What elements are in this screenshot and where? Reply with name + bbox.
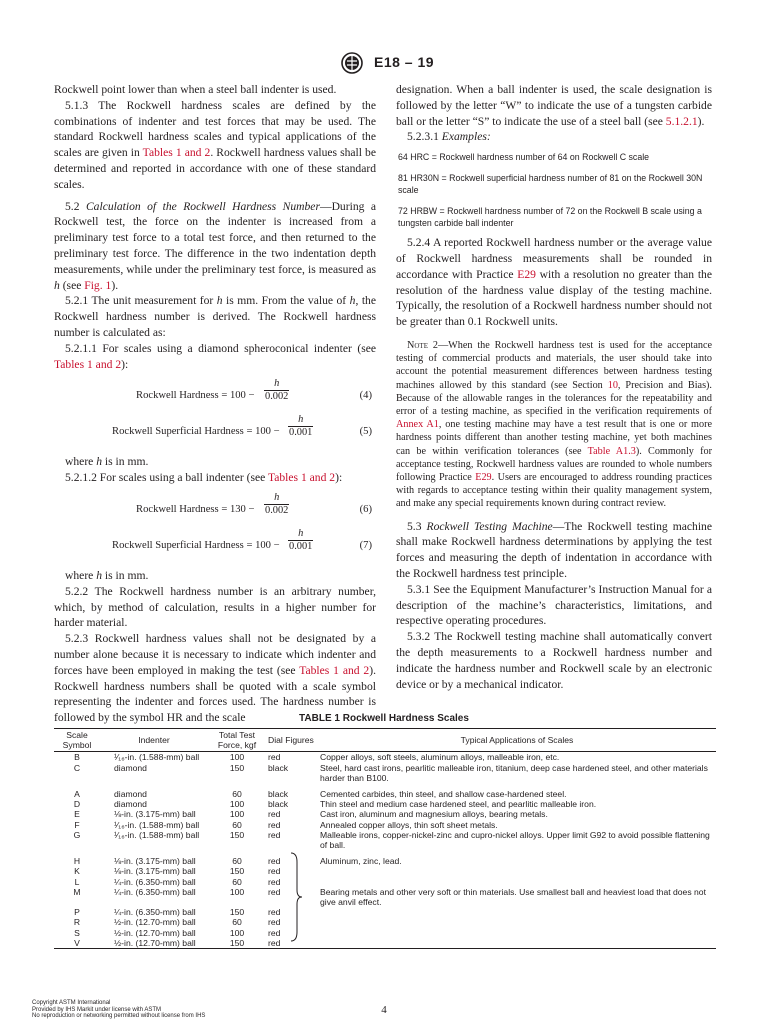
cell-indenter: ½-in. (12.70-mm) ball [100, 938, 208, 949]
cell-scale-symbol: H [73, 856, 81, 867]
cell-applications: Thin steel and medium case hardened steel, and pearlitic malleable iron. [320, 799, 597, 810]
example-hrc: 64 HRC = Rockwell hardness number of 64 on Rockwell C scale [398, 152, 650, 163]
paragraph-5-2-1: 5.2.1 The unit measurement for h is mm. From the value of h, the Rockwell hardness number is derived. The Rockwell hardness number is calculated as: [54, 294, 376, 339]
cell-dial-figures: red [268, 927, 281, 938]
cell-indenter: ½-in. (12.70-mm) ball [114, 917, 196, 928]
table-row [54, 917, 716, 927]
cell-scale-symbol: E [74, 809, 80, 820]
paragraph-5-2-3-1: 5.2.3.1 Examples: [407, 130, 491, 144]
link-tables-1-2[interactable]: Tables 1 and 2 [54, 357, 122, 371]
table-row [54, 887, 716, 907]
cell-total-force: 100 [229, 809, 245, 820]
cell-dial-figures: red [268, 809, 281, 820]
paragraph-5-2-1-1: 5.2.1.1 For scales using a diamond spheroconical indenter (see Tables 1 and 2): [54, 341, 376, 371]
table-row [54, 938, 716, 949]
cell-scale-symbol: M [73, 886, 81, 897]
brace-icon [289, 852, 303, 942]
table-row [54, 783, 716, 799]
cell-indenter: ¼-in. (6.350-mm) ball [114, 886, 196, 897]
cell-total-force: 60 [232, 876, 242, 887]
cell-dial-figures: red [268, 819, 281, 830]
cell-applications [318, 917, 716, 927]
cell-dial-figures: black [268, 789, 289, 800]
table-row [54, 752, 716, 763]
table-row [54, 866, 716, 876]
cell-indenter: ¼-in. (6.350-mm) ball [114, 907, 196, 918]
link-e29[interactable]: E29 [475, 472, 492, 483]
table-row [54, 809, 716, 819]
cell-total-force: 100 [229, 927, 245, 938]
cell-scale-symbol: S [74, 927, 80, 938]
document-id: E18 – 19 [374, 54, 435, 70]
cell-total-force: 60 [232, 856, 242, 867]
cell-indenter: ¼-in. (6.350-mm) ball [114, 876, 196, 887]
link-tables-1-2[interactable]: Tables 1 and 2 [299, 663, 370, 677]
where-clause: where h is in mm. [65, 455, 149, 469]
cell-total-force: 100 [229, 799, 245, 810]
cell-indenter: ⅛-in. (3.175-mm) ball [114, 809, 196, 820]
cell-applications [318, 907, 716, 917]
table-row [54, 877, 716, 887]
page-header [0, 52, 768, 74]
column-header: Typical Applications of Scales [318, 729, 716, 752]
paragraph-5-3-1: 5.3.1 See the Equipment Manufacturer’s Instruction Manual for a description of the machine’s characteristics, limitations, and respective operating procedures. [396, 582, 712, 628]
cell-total-force: 150 [229, 866, 245, 877]
column-header: Dial Figures [266, 729, 318, 752]
cell-dial-figures: red [268, 752, 281, 763]
cell-total-force: 150 [229, 907, 245, 918]
paragraph-continuation: Rockwell point lower than when a steel ball indenter is used. [54, 83, 337, 96]
right-column [396, 82, 712, 692]
cell-applications: Annealed copper alloys, thin soft sheet metals. [320, 819, 498, 830]
cell-total-force: 150 [208, 938, 266, 949]
cell-total-force: 100 [229, 886, 245, 897]
cell-scale-symbol: F [74, 819, 80, 830]
cell-scale-symbol: A [74, 789, 80, 800]
cell-total-force: 60 [232, 819, 242, 830]
table-row [54, 928, 716, 938]
table-row [54, 799, 716, 809]
cell-applications: Cemented carbides, thin steel, and shallow case-hardened steel. [320, 789, 567, 800]
cell-indenter: diamond [114, 799, 147, 810]
cell-applications [318, 928, 716, 938]
footer-copyright: Copyright ASTM International [32, 1000, 111, 1006]
where-clause: where h is in mm. [65, 568, 149, 582]
cell-dial-figures: black [268, 799, 289, 810]
cell-indenter: diamond [114, 789, 147, 800]
table-caption: TABLE 1 Rockwell Hardness Scales [299, 713, 469, 724]
table-row [54, 830, 716, 850]
cell-scale-symbol: D [73, 799, 81, 810]
cell-dial-figures: red [268, 829, 281, 840]
paragraph-5-2-4: 5.2.4 A reported Rockwell hardness number or the average value of Rockwell hardness measurements shall be rounded in accordance with Practice E29 with a resolution no greater than the resolution of the hardness value display of the testing machine. Typically, the resolution of a Rockwell hardness number should not be greater than 0.1 Rockwell units. [396, 236, 712, 329]
equation-7: Rockwell Superficial Hardness = 100 − $\frac{h}{0.001}$ (7) [112, 527, 372, 552]
paragraph-continuation: designation. When a ball indenter is used, the scale designation is followed by the letter “W” to indicate the use of a tungsten carbide ball or the letter “S” to indicate the use of a steel ball (see 5.1.2.1). [396, 83, 712, 128]
cell-total-force: 150 [229, 829, 245, 840]
link-e29[interactable]: E29 [517, 267, 536, 281]
cell-applications [318, 877, 716, 887]
page-number: 4 [381, 1004, 387, 1016]
cell-applications: Cast iron, aluminum and magnesium alloys, bearing metals. [320, 809, 548, 820]
cell-total-force: 60 [232, 789, 242, 800]
cell-dial-figures: red [268, 907, 281, 918]
note-2: Note 2—When the Rockwell hardness test is used for the acceptance testing of commercial products and materials, the user should take into account the potential measurement differences between hardness testing machines allowed by this standard (see Section 10, Precision and Bias). Because of the allowable ranges in the tolerances for the repeatability and error of a testing machine, as specified in the verification requirements of Annex A1, one testing machine may have a test result that is one or more hardness points different than another testing machine, yet both machines can be within verification tolerances (see Table A1.3). Commonly for acceptance testing, Rockwell hardness values are rounded to whole numbers following Practice E29. Users are encouraged to address rounding practices with regards to acceptance testing within their quality management system, and make any special requirements known during contract review. [396, 339, 713, 510]
table-row [54, 820, 716, 830]
cell-applications: Aluminum, zinc, lead. [320, 856, 402, 867]
link-section-10[interactable]: 10 [607, 379, 618, 391]
cell-scale-symbol: C [73, 762, 81, 773]
footer-license: Provided by IHS Markit under license with ASTM [32, 1006, 162, 1013]
cell-dial-figures: red [268, 886, 281, 897]
column-header: Total Test Force, kgf [208, 729, 266, 752]
footer-reproduction: No reproduction or networking permitted without license from IHS [32, 1013, 206, 1020]
cell-indenter: ¹⁄₁₆-in. (1.588-mm) ball [114, 829, 200, 840]
link-annex-a1[interactable]: Annex A1 [396, 419, 439, 431]
cell-indenter: ¹⁄₁₆-in. (1.588-mm) ball [114, 752, 200, 763]
paragraph-5-2-3: 5.2.3 Rockwell hardness values shall not be designated by a number alone because it is necessary to indicate which indenter and forces have been employed in making the test (see Tables 1 and 2). Rockwell hardness numbers shall be quoted with a scale symbol representing the indenter and forces used. The hardness number is followed by the symbol HR and the scale [54, 632, 376, 725]
equation-5: Rockwell Superficial Hardness = 100 − $\frac{h}{0.001}$ (5) [112, 414, 372, 439]
cell-dial-figures: red [268, 856, 281, 867]
link-table-a1-3[interactable]: Table A1.3 [587, 445, 636, 457]
rockwell-scales-table [54, 728, 716, 949]
table-header-row [54, 729, 716, 752]
cell-total-force: 150 [229, 762, 245, 773]
cell-scale-symbol: K [74, 866, 80, 877]
paragraph-5-1-3: 5.1.3 The Rockwell hardness scales are defined by the combinations of indenter and test forces that may be used. The standard Rockwell hardness scales and typical applications of the scales are given in Tables 1 and 2. Rockwell hardness values shall be determined and reported in accordance with one of these standard scales. [54, 98, 377, 191]
table-row [54, 850, 716, 866]
cell-dial-figures: black [268, 762, 289, 773]
table-row [54, 907, 716, 917]
cell-scale-symbol: V [54, 938, 100, 949]
link-5-1-2-1[interactable]: 5.1.2.1 [665, 114, 698, 128]
paragraph-5-3: 5.3 Rockwell Testing Machine—The Rockwell testing machine shall make Rockwell hardness determinations by applying the test forces and measuring the depth of indentation in accordance with the Rockwell hardness test principle. [396, 519, 712, 580]
column-header: Indenter [100, 729, 208, 752]
link-fig-1[interactable]: Fig. 1 [84, 278, 112, 292]
paragraph-5-3-2: 5.3.2 The Rockwell testing machine shall automatically convert the depth measurements to a Rockwell hardness number and indicate the hardness number and Rockwell scale by an electronic device or by a mechanical indicator. [396, 630, 712, 691]
cell-total-force: 100 [229, 752, 245, 763]
cell-total-force: 60 [232, 917, 242, 928]
cell-applications [318, 938, 716, 949]
column-header: Scale Symbol [54, 729, 100, 752]
cell-scale-symbol: G [73, 829, 81, 840]
example-hrbw: 72 HRBW = Rockwell hardness number of 72 on the Rockwell B scale using a tungsten carbide ball indenter [398, 206, 702, 229]
equation-4: Rockwell Hardness = 100 − $\frac{h}{0.002}$ (4) [136, 378, 372, 403]
cell-indenter: ⅛-in. (3.175-mm) ball [114, 866, 196, 877]
cell-indenter: ⅛-in. (3.175-mm) ball [114, 856, 196, 867]
cell-dial-figures: red [268, 917, 281, 928]
equation-6: Rockwell Hardness = 130 − $\frac{h}{0.002}$ (6) [136, 491, 372, 516]
table-row [54, 763, 716, 783]
cell-dial-figures: red [268, 876, 281, 887]
cell-indenter: diamond [114, 762, 147, 773]
cell-dial-figures: red [268, 866, 281, 877]
cell-scale-symbol: L [74, 876, 80, 887]
link-tables-1-2[interactable]: Tables 1 and 2 [267, 471, 336, 485]
paragraph-5-2-1-2: 5.2.1.2 For scales using a ball indenter (see Tables 1 and 2): [65, 471, 343, 485]
cell-indenter: ½-in. (12.70-mm) ball [114, 927, 196, 938]
cell-applications: Malleable irons, copper-nickel-zinc and cupro-nickel alloys. Upper limit G92 to avoid possible flattening of ball. [320, 829, 710, 851]
link-tables-1-2[interactable]: Tables 1 and 2 [142, 146, 211, 160]
cell-scale-symbol: P [74, 907, 80, 918]
example-hr30n: 81 HR30N = Rockwell superficial hardness number of 81 on the Rockwell 30N scale [398, 173, 703, 196]
cell-applications: Copper alloys, soft steels, aluminum alloys, malleable iron, etc. [320, 752, 560, 763]
cell-scale-symbol: B [74, 752, 80, 763]
cell-scale-symbol: R [73, 917, 81, 928]
astm-logo-icon [341, 52, 363, 74]
left-column [54, 82, 376, 726]
cell-indenter: ¹⁄₁₆-in. (1.588-mm) ball [114, 819, 200, 830]
cell-applications: Bearing metals and other very soft or thin materials. Use smallest ball and heaviest load that does not give anvil effect. [320, 886, 706, 908]
cell-applications [318, 866, 716, 876]
paragraph-5-2-2: 5.2.2 The Rockwell hardness number is an arbitrary number, which, by method of calculation, results in a higher number for harder material. [54, 584, 376, 630]
paragraph-5-2: 5.2 Calculation of the Rockwell Hardness Number—During a Rockwell test, the force on the indenter is increased from a preliminary test force to a total test force, and then returned to the preliminary test force. The difference in the two indentation depth measurements, while under the preliminary test force, is measured as h (see Fig. 1). [54, 199, 376, 292]
cell-applications: Steel, hard cast irons, pearlitic malleable iron, titanium, deep case hardened steel, and other materials harder than B100. [320, 762, 708, 783]
cell-dial-figures: red [266, 938, 318, 949]
